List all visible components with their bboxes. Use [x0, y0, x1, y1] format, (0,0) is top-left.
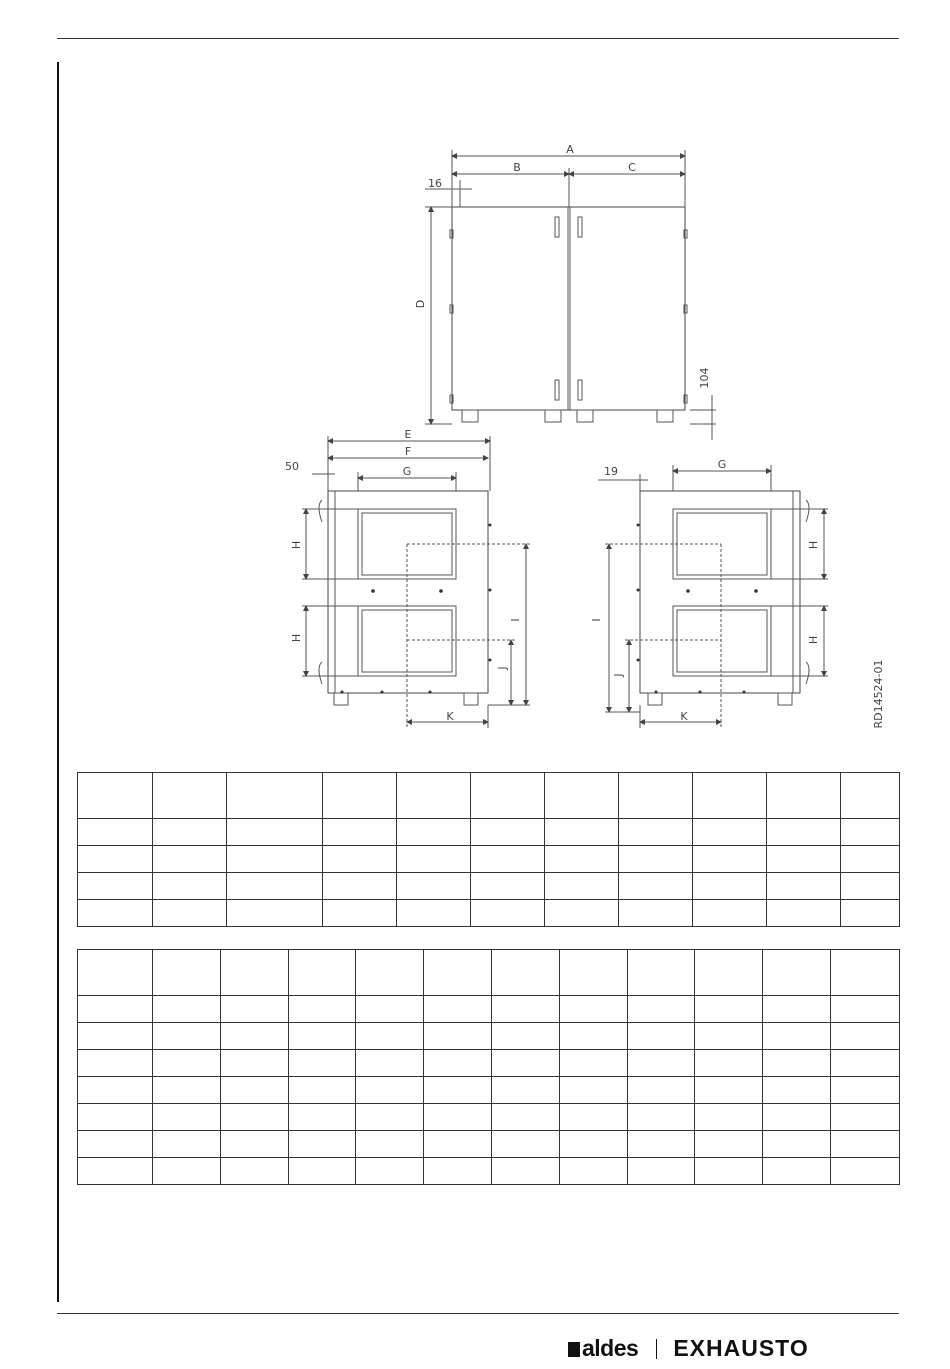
table-row: [78, 846, 900, 873]
dim-label-g-right: G: [717, 458, 727, 471]
dim-label-h-right-top: H: [807, 540, 820, 550]
brand-divider: [656, 1339, 657, 1359]
table-row: [78, 996, 900, 1023]
dim-label-g-left: G: [402, 465, 412, 478]
aldes-wordmark: aldes: [582, 1335, 639, 1361]
table-row: [78, 1131, 900, 1158]
dim-label-j-left: J: [496, 666, 509, 670]
dim-label-e: E: [404, 428, 412, 441]
dim-label-104: 104: [698, 367, 711, 389]
dim-label-d: D: [414, 299, 427, 309]
table-row: [78, 873, 900, 900]
footer-brand: [568, 1335, 809, 1362]
dim-label-f: F: [404, 445, 412, 458]
dim-label-h-right-bottom: H: [807, 635, 820, 645]
table-row: [78, 1050, 900, 1077]
dim-label-k-right: K: [680, 710, 688, 723]
table-header-row: [78, 950, 900, 996]
table-row: [78, 900, 900, 927]
exhausto-logo: EXHAUSTO: [673, 1335, 809, 1361]
drawing-reference: RD14524-01: [872, 659, 885, 729]
dimension-table-1: [77, 772, 900, 927]
table-row: [78, 1023, 900, 1050]
dim-label-k-left: K: [446, 710, 454, 723]
dim-label-h-left-bottom: H: [290, 633, 303, 643]
dim-label-i-right: I: [590, 618, 603, 622]
table-row: [78, 1077, 900, 1104]
table-row: [78, 819, 900, 846]
dim-label-16: 16: [428, 177, 442, 190]
dim-label-50: 50: [285, 460, 299, 473]
table-row: [78, 1158, 900, 1185]
dim-label-a: A: [566, 143, 574, 156]
aldes-logo: [568, 1335, 638, 1362]
dim-label-c: C: [628, 161, 636, 174]
table-header-row: [78, 773, 900, 819]
dim-label-j-right: J: [612, 673, 625, 677]
dim-label-i-left: I: [509, 618, 522, 622]
table-row: [78, 1104, 900, 1131]
aldes-mark-icon: [568, 1342, 580, 1357]
dimension-table-2: [77, 949, 900, 1185]
dim-label-h-left-top: H: [290, 540, 303, 550]
bottom-rule: [57, 1313, 899, 1314]
dim-label-19: 19: [604, 465, 618, 478]
dim-label-b: B: [513, 161, 521, 174]
